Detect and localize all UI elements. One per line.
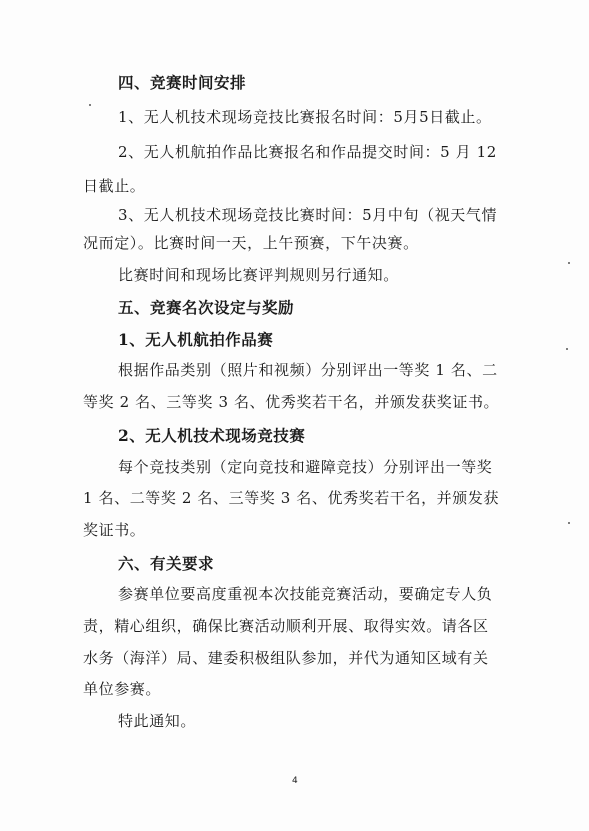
section-6-line-2: 责，精心组织，确保比赛活动顺利开展、取得实效。请各区 [83,617,489,635]
section-5-sub1-line-2: 等奖 2 名、三等奖 3 名、优秀奖若干名，并颁发获奖证书。 [83,393,500,411]
section-5-title: 五、竞赛名次设定与奖励 [118,298,295,317]
scan-speck [89,104,91,106]
section-5-sub1-line-1: 根据作品类别（照片和视频）分别评出一等奖 1 名、二 [118,361,498,379]
section-5-subtitle-1: 1、无人机航拍作品赛 [118,330,274,349]
section-5-sub2-line-1: 每个竞技类别（定向竞技和避障竞技）分别评出一等奖 [118,458,493,476]
scan-speck [568,262,570,264]
section-4-item-3-line-1: 3、无人机技术现场竞技比赛时间：5月中旬（视天气情 [118,206,498,224]
scan-speck [568,522,570,524]
section-5-sub2-line-3: 奖证书。 [83,521,146,539]
section-4-note: 比赛时间和现场比赛评判规则另行通知。 [118,266,399,284]
section-4-item-1: 1、无人机技术现场竞技比赛报名时间：5月5日截止。 [118,108,492,126]
closing-line: 特此通知。 [118,712,197,730]
scan-speck [566,348,568,350]
section-6-line-1: 参赛单位要高度重视本次技能竞赛活动，要确定专人负 [118,585,493,603]
section-4-item-2-line-1: 2、无人机航拍作品比赛报名和作品提交时间：5 月 12 [118,143,497,161]
section-6-line-3: 水务（海洋）局、建委积极组队参加，并代为通知区域有关 [83,649,489,667]
section-4-item-2-line-2: 日截止。 [83,177,146,195]
section-6-title: 六、有关要求 [118,554,215,573]
section-5-subtitle-2: 2、无人机技术现场竞技赛 [118,426,306,445]
page-number: 4 [292,776,298,786]
section-5-sub2-line-2: 1 名、二等奖 2 名、三等奖 3 名、优秀奖若干名，并颁发获 [83,489,500,507]
section-4-title: 四、竞赛时间安排 [118,73,247,92]
section-4-item-3-line-2: 况而定）。比赛时间一天，上午预赛，下午决赛。 [83,234,419,252]
section-6-line-4: 单位参赛。 [83,680,162,698]
